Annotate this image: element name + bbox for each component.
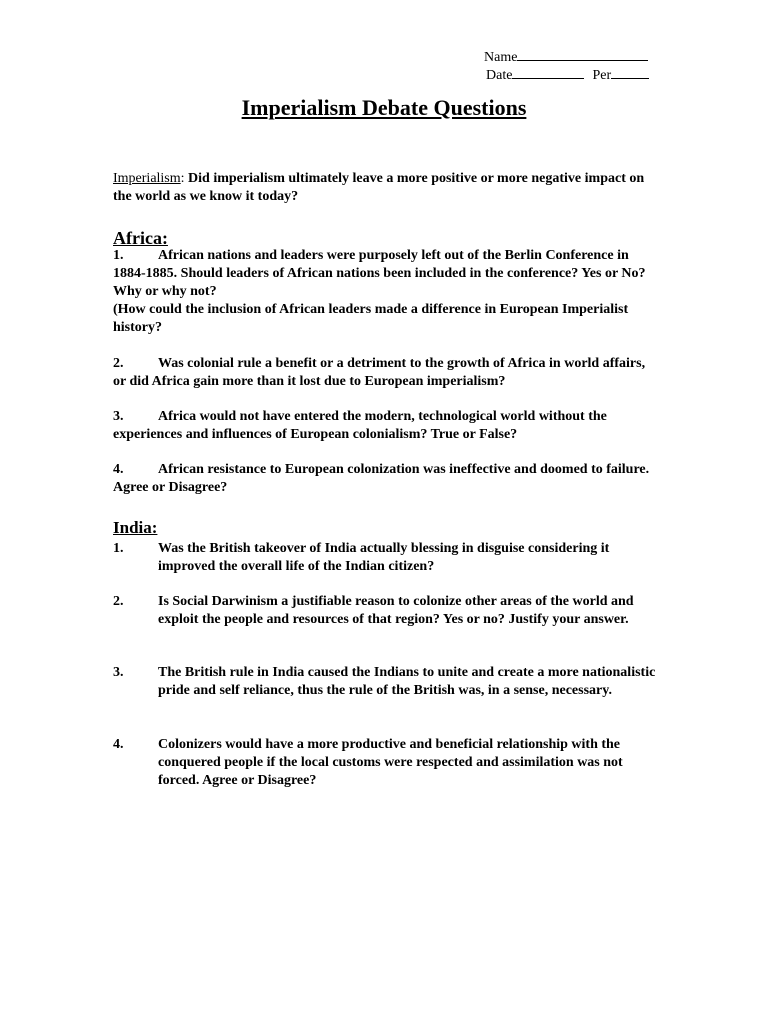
question-followup: (How could the inclusion of African leaders made a difference in European Imperialist history? — [113, 302, 629, 335]
africa-question-2 — [113, 355, 653, 391]
africa-question-1 — [113, 247, 653, 337]
name-label: Name — [484, 50, 518, 65]
question-text: African nations and leaders were purposely left out of the Berlin Conference in 1884-1885. Should leaders of African nations been included in the conference? Yes or No? Why or why not? — [113, 248, 646, 299]
question-number: 1. — [113, 541, 124, 556]
question-text: Was the British takeover of India actually blessing in disguise considering it improved the overall life of the Indian citizen? — [158, 541, 610, 574]
question-text: Was colonial rule a benefit or a detriment to the growth of Africa in world affairs, or did Africa gain more than it lost due to European imperialism? — [113, 356, 646, 389]
question-number: 1. — [113, 248, 124, 263]
africa-question-3 — [113, 408, 653, 444]
question-number: 3. — [113, 409, 124, 424]
name-field[interactable] — [484, 47, 648, 67]
intro-label: Imperialism — [113, 171, 181, 186]
question-number: 4. — [113, 462, 124, 477]
question-text: Is Social Darwinism a justifiable reason to colonize other areas of the world and exploit the people and resources of that region? Yes or no? Justify your answer. — [158, 594, 634, 627]
date-per-field — [484, 65, 649, 85]
page-title — [0, 94, 768, 122]
intro-question — [113, 170, 653, 206]
question-text: The British rule in India caused the Indians to unite and create a more nationalistic pride and self reliance, thus the rule of the British was, in a sense, necessary. — [158, 665, 656, 698]
intro-text: Did imperialism ultimately leave a more positive or more negative impact on the world as we know it today? — [113, 171, 645, 204]
question-number: 4. — [113, 737, 124, 752]
name-blank[interactable] — [517, 47, 648, 61]
per-label: Per — [592, 68, 612, 83]
page-title-text: Imperialism Debate Questions — [241, 95, 527, 120]
question-text: African resistance to European colonization was ineffective and doomed to failure. Agree or Disagree? — [113, 462, 650, 495]
india-question-2 — [113, 593, 658, 629]
section-heading-india: India: — [113, 518, 158, 537]
india-question-1 — [113, 540, 658, 576]
question-number: 2. — [113, 594, 124, 609]
intro-colon: : — [180, 171, 185, 186]
date-label: Date — [486, 68, 513, 83]
date-blank[interactable] — [512, 65, 584, 79]
section-heading-africa: Africa: — [113, 228, 168, 248]
india-question-4 — [113, 736, 658, 790]
question-number: 3. — [113, 665, 124, 680]
africa-question-4 — [113, 461, 653, 497]
india-question-3 — [113, 664, 658, 700]
per-blank[interactable] — [611, 65, 649, 79]
question-text: Africa would not have entered the modern, technological world without the experiences and influences of European colonialism? True or False? — [113, 409, 607, 442]
question-text: Colonizers would have a more productive and beneficial relationship with the conquered people if the local customs were respected and assimilation was not forced. Agree or Disagree? — [158, 737, 623, 788]
question-number: 2. — [113, 356, 124, 371]
